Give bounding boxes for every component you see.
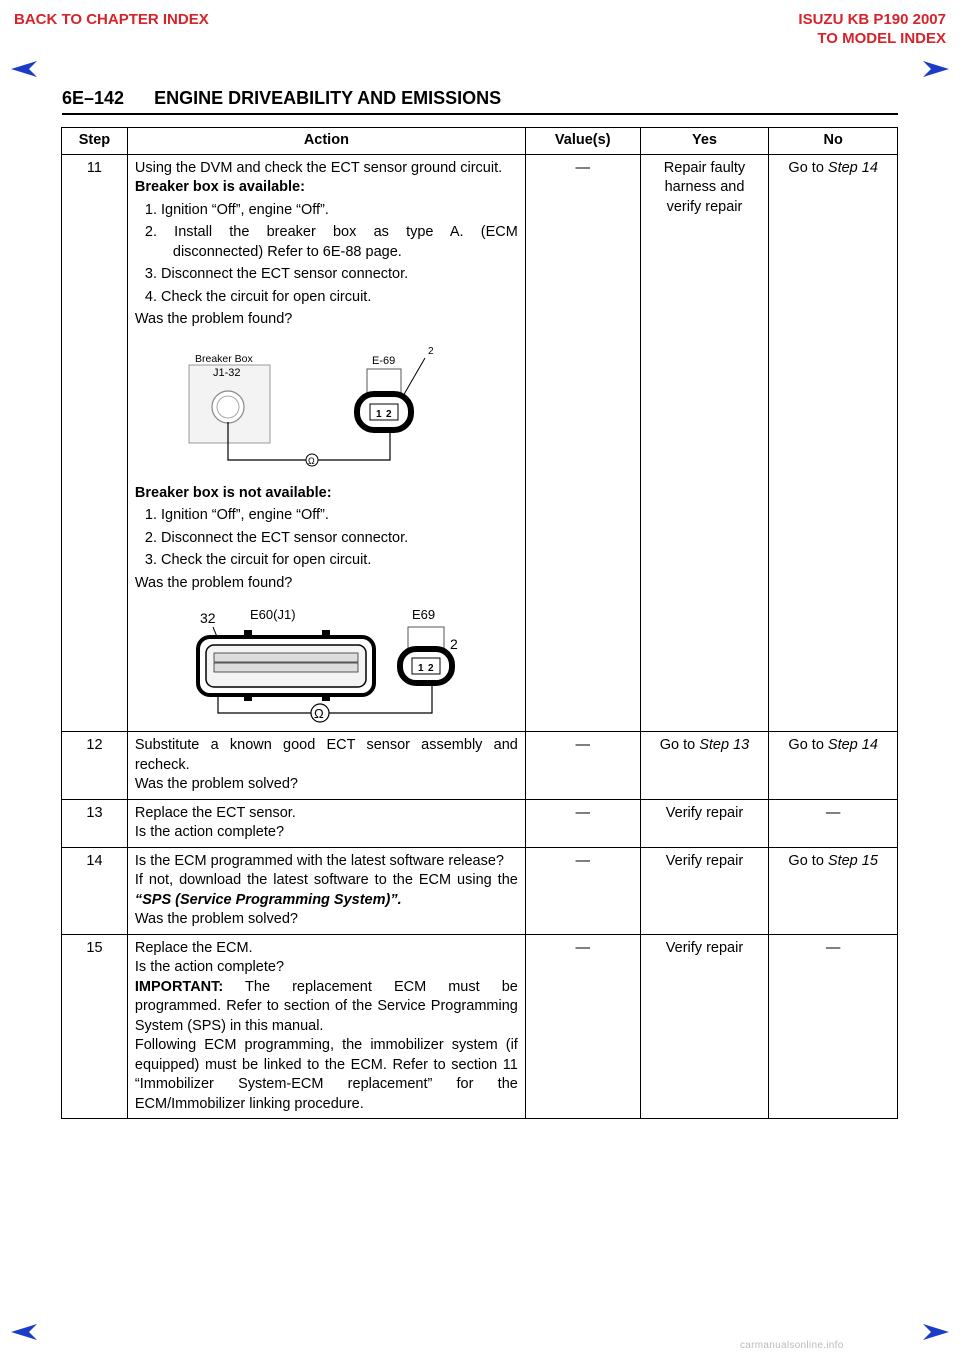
- header-yes: Yes: [640, 128, 769, 155]
- breaker-not-available-title: Breaker box is not available:: [134, 484, 332, 501]
- list-item: 1. Ignition “Off”, engine “Off”.: [144, 201, 329, 218]
- question: Is the action complete?: [134, 824, 285, 840]
- ecm-connector-label: E60(J1): [249, 607, 296, 622]
- list-item: 3. Disconnect the ECT sensor connector.: [144, 266, 409, 282]
- action-text: Following ECM programming, the immobilizer system (if equipped) must be linked to the ECM. Refer to section 11 “Immobilizer System-ECM replacement” for the ECM/Immobilizer linking procedure.: [134, 1037, 518, 1112]
- watermark-site: carmanualsonline.info: [740, 1340, 844, 1351]
- ecm-latch: [322, 695, 330, 701]
- goto-text: Go to: [788, 852, 828, 869]
- breaker-box-label: Breaker Box: [194, 352, 253, 365]
- action-cell: [127, 799, 525, 847]
- breaker-pin-label: J1-32: [212, 366, 241, 379]
- step-number: 12: [62, 732, 128, 800]
- values-cell: —: [525, 847, 640, 934]
- values-cell: —: [525, 934, 640, 1119]
- pin-number-label: 2: [427, 345, 434, 357]
- ecm-latch: [244, 695, 252, 701]
- yes-cell: Verify repair: [640, 799, 769, 847]
- model-title: ISUZU KB P190 2007: [798, 11, 946, 28]
- important-text: The replacement ECM must be programmed. Refer to section of the Service Programming System (SPS) in this manual.: [134, 978, 518, 1034]
- action-text-part: If not, download the latest software to the ECM using the: [134, 872, 518, 888]
- step-number: 13: [62, 799, 128, 847]
- action-text: Replace the ECM.: [134, 939, 253, 956]
- goto-step-link[interactable]: Step 15: [827, 852, 878, 869]
- values-cell: —: [525, 799, 640, 847]
- yes-line: harness and: [664, 179, 745, 195]
- action-intro: Using the DVM and check the ECT sensor ground circuit.: [134, 159, 503, 176]
- ecm-pin-label: 32: [199, 610, 216, 626]
- goto-step-link[interactable]: Step 14: [827, 159, 878, 176]
- ecm-connector-wiring-diagram: [180, 599, 510, 727]
- ecm-latch: [322, 630, 330, 636]
- question: Was the problem found?: [134, 574, 293, 591]
- header-no: No: [769, 128, 898, 155]
- header-values: Value(s): [525, 128, 640, 155]
- no-cell: [769, 154, 898, 732]
- table-row: [62, 799, 898, 847]
- breaker-box-wiring-diagram: [175, 336, 495, 478]
- table-header-row: [62, 128, 898, 155]
- no-cell: [769, 732, 898, 800]
- important-note: [135, 978, 518, 1037]
- sps-reference: “SPS (Service Programming System)”.: [134, 891, 402, 908]
- goto-step-link[interactable]: Step 13: [699, 737, 750, 753]
- step-number: 14: [62, 847, 128, 934]
- goto-text: Go to: [788, 737, 828, 753]
- table-row: [62, 934, 898, 1119]
- action-cell: [127, 154, 525, 732]
- header-action: Action: [127, 128, 525, 155]
- list-item: 2. Install the breaker box as type A. (ECM: [144, 224, 518, 240]
- goto-text: Go to: [788, 159, 828, 176]
- header-divider: [62, 113, 898, 115]
- action-cell: [127, 847, 525, 934]
- table-row: [62, 154, 898, 732]
- yes-line: Repair faulty: [663, 159, 746, 176]
- yes-cell: [640, 732, 769, 800]
- action-cell: [127, 732, 525, 800]
- no-cell: —: [769, 934, 898, 1119]
- connector-pin-1: 1: [375, 408, 382, 420]
- table-row: [62, 732, 898, 800]
- list-item: disconnected) Refer to 6E-88 page.: [172, 243, 402, 260]
- values-cell: —: [525, 732, 640, 800]
- action-text: [135, 871, 518, 910]
- action-text: Substitute a known good ECT sensor assembly and recheck.: [134, 737, 518, 773]
- step-number: 15: [62, 934, 128, 1119]
- list-item: 4. Check the circuit for open circuit.: [144, 288, 372, 305]
- prev-page-arrow-icon[interactable]: [10, 1323, 38, 1341]
- action-cell: [127, 934, 525, 1119]
- important-label: IMPORTANT:: [134, 978, 224, 995]
- ohm-symbol: Ω: [313, 706, 324, 721]
- connector-face: [370, 404, 398, 420]
- ohm-symbol: Ω: [307, 455, 315, 466]
- no-cell: —: [769, 799, 898, 847]
- to-model-index-link[interactable]: TO MODEL INDEX: [817, 30, 946, 47]
- diagnostic-steps-table: [61, 127, 898, 1119]
- question: Was the problem solved?: [134, 776, 298, 792]
- ecm-pin-row-bottom: [214, 663, 358, 672]
- list-item: 2. Disconnect the ECT sensor connector.: [144, 529, 409, 546]
- action-text: Is the ECM programmed with the latest software release?: [134, 852, 504, 869]
- step-number: 11: [62, 154, 128, 732]
- list-item: 3. Check the circuit for open circuit.: [144, 552, 372, 568]
- breaker-available-title: Breaker box is available:: [134, 179, 305, 195]
- goto-step-link[interactable]: Step 14: [827, 737, 878, 753]
- table-row: [62, 847, 898, 934]
- ecm-pin-row-top: [214, 653, 358, 662]
- sensor-pin-1: 1: [417, 663, 424, 674]
- yes-cell: Verify repair: [640, 934, 769, 1119]
- prev-page-arrow-icon[interactable]: [10, 60, 38, 78]
- sensor-pin-number: 2: [449, 636, 458, 652]
- values-cell: —: [525, 154, 640, 732]
- header-step: Step: [62, 128, 128, 155]
- question: Is the action complete?: [134, 959, 285, 975]
- sensor-pin-2: 2: [427, 663, 434, 674]
- ecm-latch: [244, 630, 252, 636]
- yes-line: verify repair: [666, 198, 743, 215]
- sensor-connector-label: E69: [411, 607, 436, 622]
- list-item: 1. Ignition “Off”, engine “Off”.: [144, 507, 329, 523]
- action-text: Replace the ECT sensor.: [134, 804, 296, 821]
- question: Was the problem found?: [134, 311, 293, 327]
- next-page-arrow-icon[interactable]: [922, 1323, 950, 1341]
- connector-label: E-69: [371, 354, 396, 367]
- back-to-chapter-index-link[interactable]: BACK TO CHAPTER INDEX: [14, 11, 209, 28]
- connector-pin-2: 2: [385, 408, 392, 420]
- yes-cell: [640, 154, 769, 732]
- page-title: 6E–142 ENGINE DRIVEABILITY AND EMISSIONS: [62, 88, 502, 108]
- model-index-block[interactable]: [798, 10, 946, 48]
- sensor-connector-face: [412, 658, 440, 674]
- no-cell: [769, 847, 898, 934]
- question: Was the problem solved?: [134, 911, 298, 927]
- yes-cell: Verify repair: [640, 847, 769, 934]
- next-page-arrow-icon[interactable]: [922, 60, 950, 78]
- goto-text: Go to: [659, 737, 700, 753]
